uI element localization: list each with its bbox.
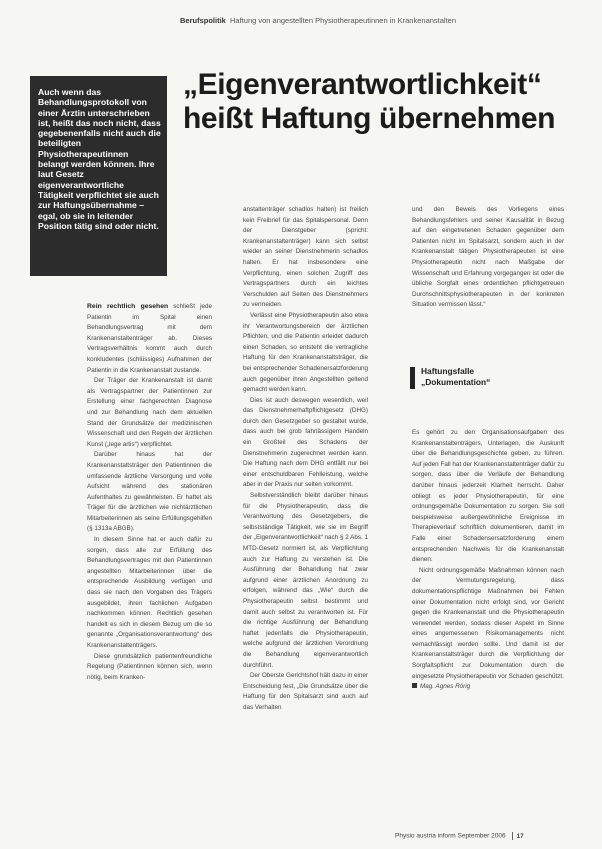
section-topic: Haftung von angestellten Physiotherapeutinnen in Krankenanstalten bbox=[230, 16, 457, 25]
paragraph-text: schließt jede Patientin im Spital einen Behandlungsvertrag mit dem Krankenanstaltenträger ab. Dieses Vertragsverhältnis kommt auch durch konkludentes (schlüssiges) Aufnahmen der Patientin in die Krankenanstalt zustande. bbox=[87, 303, 212, 374]
footer-separator bbox=[512, 832, 513, 840]
paragraph: Selbstverständlich bleibt darüber hinaus für die Physiotherapeutin, dass die Verantwortung des Gesetzgebers, die selbstständige Tätigkeit, wie sie im Begriff der „Eigenverantwortlichkeit“ nach § 2 Abs. 1 MTD-Gesetz normiert ist, als Verpflichtung auch zur Haftung zu verstehen ist. Die Ausführung der Behandlung hat zwar aufgrund einer ärztlichen Anordnung zu erfolgen, während das „Wie“ durch die Physiotherapeutin selbst bestimmt und damit auch selbst zu verantworten ist. Für die richtige Ausführung der Behandlung haftet jedenfalls die Physiotherapeutin, welche aufgrund der ärztlichen Verordnung die Behandlung eigenverantwortlich durchführt. bbox=[243, 492, 368, 669]
subheading-bar bbox=[410, 367, 415, 389]
text-column-2 bbox=[243, 205, 368, 714]
headline-line-1: „Eigenverantwortlichkeit“ bbox=[183, 68, 542, 101]
page-footer bbox=[395, 832, 524, 840]
subheading-text: Haftungsfalle „Dokumentation“ bbox=[421, 366, 491, 387]
paragraph: Diese grundsätzlich patientenfreundliche Regelung (Patientinnen können sich, wenn nötig, beim Kranken- bbox=[87, 652, 212, 681]
publication-name: Physio austria inform September 2006 bbox=[395, 832, 506, 840]
paragraph: Darüber hinaus hat der Krankenanstaltsträger den Patientinnen die umfassende ärztliche Versorgung und volle Aufsicht während des stationären Aufenthaltes zu gewährleisten. Er haftet als Träger für die ärztlichen wie nichtärztlichen Mitarbeiterinnen als seine Erfüllungsgehilfen (§ 1313a ABGB). bbox=[87, 451, 212, 533]
author-line bbox=[412, 682, 564, 693]
paragraph: Verlässt eine Physiotherapeutin also etwa ihr Verantwortungsbereich der ärztlichen Pflichten, und die Patientin erleidet dadurch einen Schaden, so entsteht die vertragliche Haftung für den Krankenanstaltsträger, die bei entsprechender Schadenersatzforderung auch gegenüber ihren Angestellten geltend gemacht werden kann. bbox=[243, 311, 368, 394]
paragraph: Nicht ordnungsgemäße Maßnahmen können nach der Vermutungsregelung, dass dokumentationspflichtige Maßnahmen bei Fehlen einer Dokumentation nicht erfolgt sind, vor Gericht gegen die Krankenanstalt und die Physiotherapeutin verwendet werden, sodass dieser Aspekt im Sinne eines angemessenen Risikomanagements nicht vernachlässigt werden sollte. Und damit ist der Krankenanstaltsträger durch die Verpflichtung der Sorgfaltspflicht zur Dokumentation durch die eingesetzte Physiotherapeutin vor Schaden geschützt. bbox=[412, 566, 564, 680]
lead-text: Auch wenn das Behandlungsprotokoll von einer Ärztin unterschrieben ist, heißt das noch nicht, dass gegebenenfalls nicht auch die beteiligten Physiotherapeutinnen belangt werden können. Ihre laut Gesetz eigenverantwortliche Tätigkeit verpflichtet sie auch zur Haftungsübernahme – egal, ob sie in leitender Position tätig sind oder nicht. bbox=[38, 87, 161, 231]
text-column-3-top bbox=[412, 205, 564, 311]
paragraph: Es gehört zu den Organisationsaufgaben des Krankenanstaltenträgers, Unterlagen, die Auskunft über die Behandlungsgeschichte geben, zu führen. Auf jeden Fall hat der Krankenanstaltenträger dafür zu sorgen, dass über die Verläufe der Behandlung darüber hinaus jederzeit Klarheit herrscht. Daher obliegt es jeder Physiotherapeutin, für eine ordnungsgemäße Dokumentation zu sorgen. Sie soll beispielsweise außergewöhnliche Ereignisse im Therapieverlauf schriftlich dokumentieren, damit im Falle einer Schadensersatzforderung einem entsprechenden Nachweis für die Krankenanstalt dienen. bbox=[412, 429, 564, 564]
lead-in: Rein rechtlich gesehen bbox=[87, 303, 169, 310]
paragraph: anstaltenträger schadlos halten) ist freilich kein Freibrief für das Spitalspersonal. Denn der Dienstgeber (spricht: Krankenanstaltenträger) kann sich selbst wieder an seiner Dienstnehmerin schadlos halten. Er hat insbesondere eine Verpflichtung, einen solchen Zugriff des Vertragspartners durch ein leichtes Verschulden auf Seiten des Dienstnehmers zu vermeiden. bbox=[243, 206, 368, 309]
author-name: Mag. Agnes Rörig bbox=[420, 683, 471, 691]
paragraph: Dies ist auch deswegen wesentlich, weil das Dienstnehmerhaftpflichtgesetz (DHG) durch den Gesetzgeber so gestaltet wurde, dass auch bei grob fahrlässigem Handeln ein Großteil des Schadens der Dienstnehmerin zugerechnet werden kann. Die Haftung nach dem DHG entfällt nur bei einer entschuldbaren Fehlleistung, welche aber in der Praxis nur selten vorkommt. bbox=[243, 396, 368, 489]
paragraph: Der Oberste Gerichtshof hält dazu in einer Entscheidung fest, „Die Grundsätze über die Haftung für den Spitalsarzt sind auch auf das Verhalten bbox=[243, 672, 368, 711]
lead-box bbox=[30, 76, 167, 276]
headline-line-2: heißt Haftung übernehmen bbox=[183, 102, 556, 135]
paragraph: Der Träger der Krankenanstalt ist damit als Vertragspartner der Patientinnen zur Erstellung einer fachgerechten Diagnose und zur Behandlung nach dem aktuellen Stand der Grundsätze der medizinischen Wissenschaft und den Regeln der ärztlichen Kunst („lege artis“) verpflichtet. bbox=[87, 377, 212, 448]
text-column-3-bottom bbox=[412, 428, 564, 693]
section-label: Berufspolitik bbox=[180, 16, 226, 25]
running-header bbox=[180, 16, 456, 25]
page-number: 17 bbox=[516, 832, 524, 840]
subheading bbox=[410, 366, 541, 389]
end-square-icon bbox=[412, 683, 417, 688]
paragraph: In diesem Sinne hat er auch dafür zu sorgen, dass alle zur Erfüllung des Behandlungsvertrages mit den Patientinnen angestellten Mitarbeiterinnen über die entsprechende Ausbildung verfügen und dass sie nach den Vorgaben des Trägers ausgebildet, ihren fachlichen Aufgaben nachkommen können. Rechtlich gesehen handelt es sich in diesem Bezug um die so genannte „Organisationsverantwortung“ des Krankenanstaltenträgers. bbox=[87, 536, 212, 649]
headline bbox=[183, 68, 555, 136]
paragraph bbox=[87, 302, 212, 376]
paragraph: und den Beweis des Vorliegens eines Behandlungsfehlers und seiner Kausalität in Bezug auf den eingetretenen Schaden gegenüber dem Patienten nicht im Spitalsarzt, sondern auch in der Krankenanstalt tätigen Physiotherapeuten ist eine Physiotherapeutin nicht nach Maßgabe der Wissenschaft und Erfahrung vorgegangen ist oder die übliche Sorgfalt eines ordentlichen pflichtgetreuen Durchschnittsphysiotherapeuten in der konkreten Situation vermissen lässt.“ bbox=[412, 206, 564, 309]
text-column-1 bbox=[87, 302, 212, 683]
